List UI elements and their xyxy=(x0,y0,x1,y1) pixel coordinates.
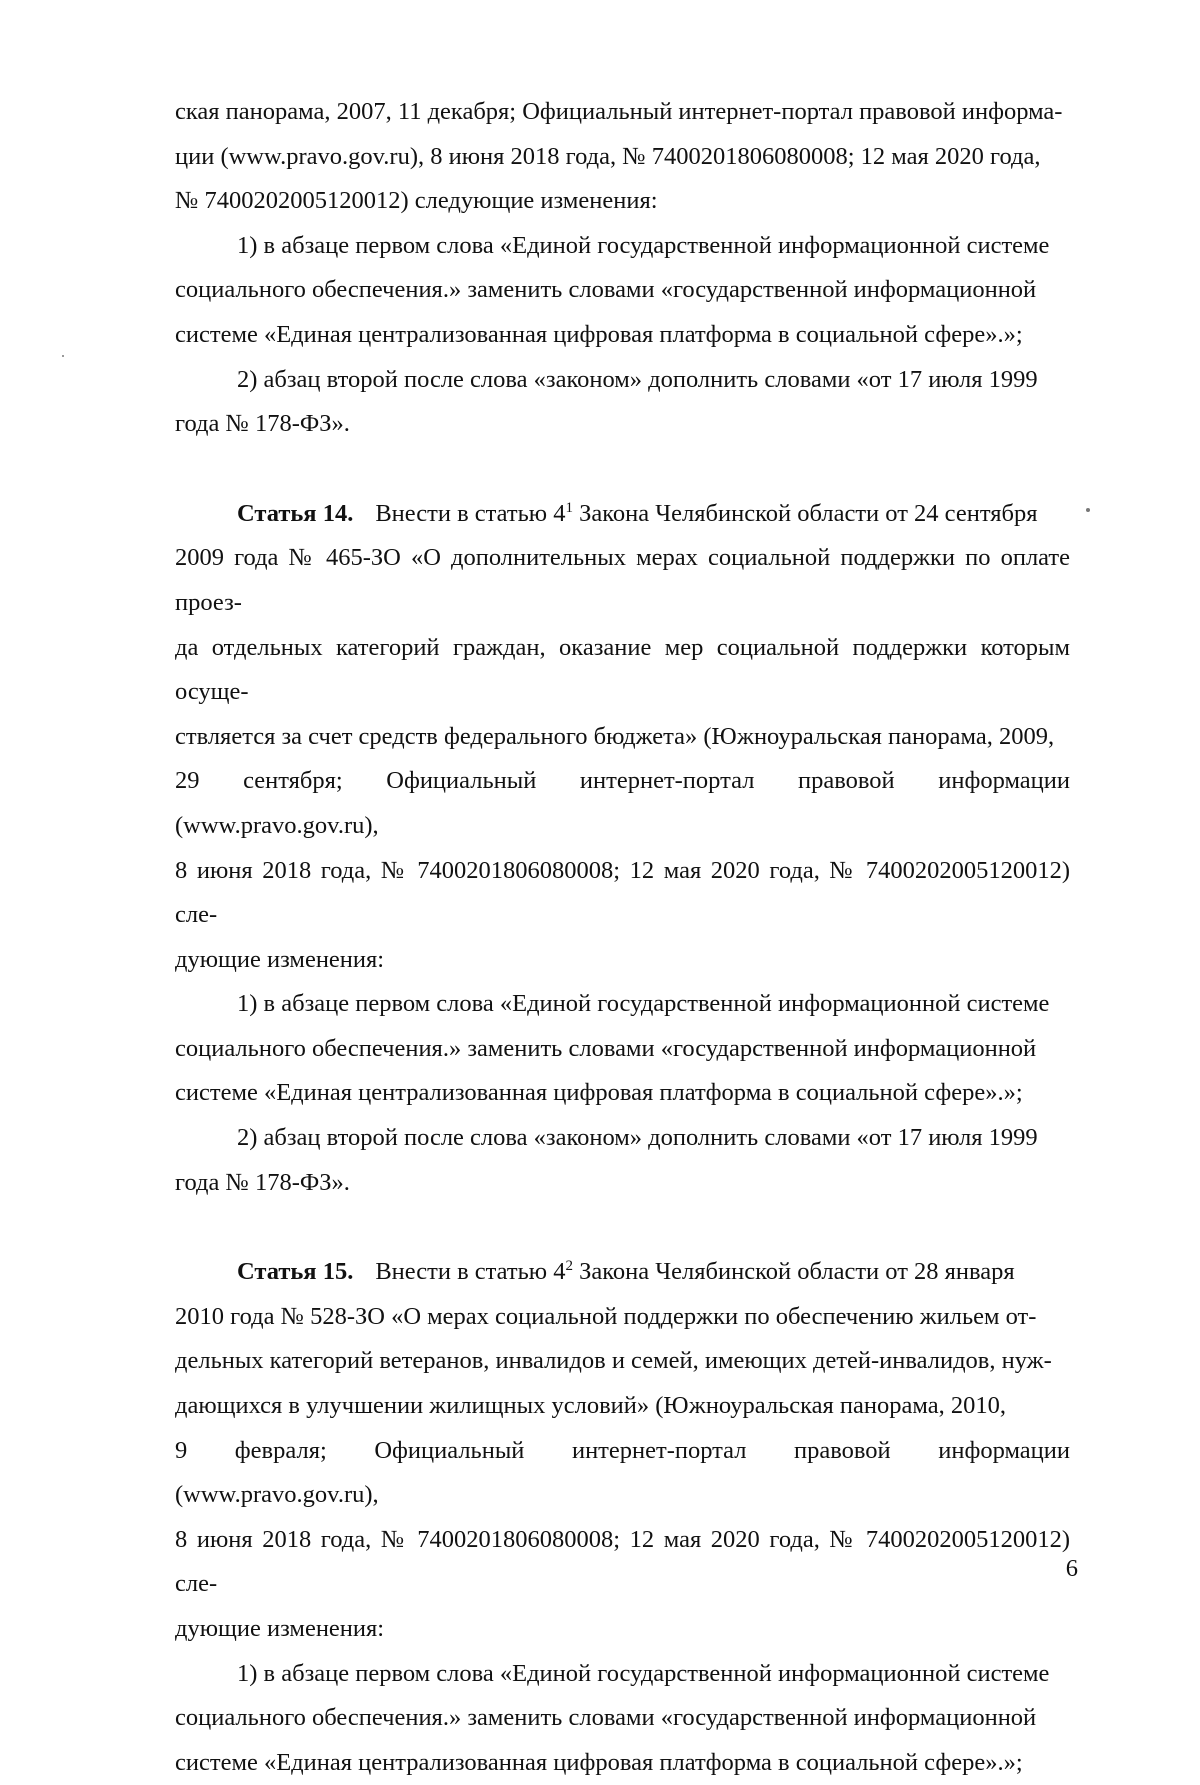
item-line: 1) в абзаце первом слова «Единой государственной информационной системе xyxy=(237,990,1050,1018)
article-text: Внести в статью 4 xyxy=(375,1258,566,1286)
item-line: года № 178-ФЗ». xyxy=(175,1168,350,1196)
article-15-item-1 xyxy=(175,1652,1070,1785)
item-line: года № 178-ФЗ». xyxy=(175,410,350,438)
intro-paragraph xyxy=(175,90,1070,224)
article-line: дающихся в улучшении жилищных условий» (Южноуральская панорама, 2010, xyxy=(175,1392,1006,1420)
scan-artifact-mark xyxy=(1086,508,1090,512)
article-14-heading: Статья 14. xyxy=(237,499,354,527)
article-line: 29 сентября; Официальный интернет-портал правовой информации (www.pravo.gov.ru), xyxy=(175,767,1070,839)
article-line: дельных категорий ветеранов, инвалидов и семей, имеющих детей-инвалидов, нуж- xyxy=(175,1347,1052,1375)
item-line: социального обеспечения.» заменить словами «государственной информационной xyxy=(175,1704,1037,1732)
item-line: 2) абзац второй после слова «законом» дополнить словами «от 17 июля 1999 xyxy=(237,1124,1038,1152)
article-line: дующие изменения: xyxy=(175,945,385,973)
item-line: системе «Единая централизованная цифровая платформа в социальной сфере».»; xyxy=(175,320,1023,348)
article-text: Закона Челябинской области от 28 января xyxy=(572,1258,1015,1286)
article-line: дующие изменения: xyxy=(175,1615,385,1642)
article-line: 2009 года № 465-ЗО «О дополнительных мерах социальной поддержки по оплате проез- xyxy=(175,544,1070,616)
intro-item-2 xyxy=(175,358,1070,447)
page-number: 6 xyxy=(1065,1555,1078,1582)
article-line: 9 февраля; Официальный интернет-портал правовой информации (www.pravo.gov.ru), xyxy=(175,1436,1070,1509)
article-line: 2010 года № 528-ЗО «О мерах социальной поддержки по обеспечению жильем от- xyxy=(175,1302,1037,1330)
article-14-item-1 xyxy=(175,982,1070,1116)
item-line: системе «Единая централизованная цифровая платформа в социальной сфере».»; xyxy=(175,1748,1023,1776)
article-15-paragraph xyxy=(175,1250,1070,1651)
item-line: 2) абзац второй после слова «законом» дополнить словами «от 17 июля 1999 xyxy=(237,365,1038,393)
article-14-item-2 xyxy=(175,1116,1070,1205)
section-gap xyxy=(175,1205,1070,1250)
item-line: 1) в абзаце первом слова «Единой государственной информационной системе xyxy=(237,1659,1050,1687)
item-line: социального обеспечения.» заменить словами «государственной информационной xyxy=(175,276,1037,304)
article-text: Закона Челябинской области от 24 сентября xyxy=(572,499,1038,527)
intro-line: ская панорама, 2007, 11 декабря; Официальный интернет-портал правовой информа- xyxy=(175,98,1063,125)
article-text: Внести в статью 4 xyxy=(375,499,566,527)
intro-item-1 xyxy=(175,224,1070,358)
article-superscript: 1 xyxy=(565,499,573,516)
article-superscript: 2 xyxy=(565,1258,573,1275)
item-line: социального обеспечения.» заменить словами «государственной информационной xyxy=(175,1034,1037,1062)
article-15-heading: Статья 15. xyxy=(237,1258,354,1286)
scan-artifact-dot xyxy=(62,355,64,357)
document-body xyxy=(175,90,1070,1785)
article-14-paragraph xyxy=(175,492,1070,983)
item-line: 1) в абзаце первом слова «Единой государственной информационной системе xyxy=(237,231,1050,259)
article-line: ствляется за счет средств федерального бюджета» (Южноуральская панорама, 2009, xyxy=(175,722,1055,750)
item-line: системе «Единая централизованная цифровая платформа в социальной сфере».»; xyxy=(175,1079,1023,1107)
article-line: 8 июня 2018 года, № 7400201806080008; 12 мая 2020 года, № 7400202005120012) сле- xyxy=(175,856,1070,929)
article-line: да отдельных категорий граждан, оказание мер социальной поддержки которым осуще- xyxy=(175,633,1070,706)
intro-line: ции (www.pravo.gov.ru), 8 июня 2018 года, № 7400201806080008; 12 мая 2020 года, xyxy=(175,142,1041,170)
article-line: 8 июня 2018 года, № 7400201806080008; 12 мая 2020 года, № 7400202005120012) сле- xyxy=(175,1525,1070,1598)
section-gap xyxy=(175,447,1070,492)
intro-line: № 7400202005120012) следующие изменения: xyxy=(175,187,658,215)
